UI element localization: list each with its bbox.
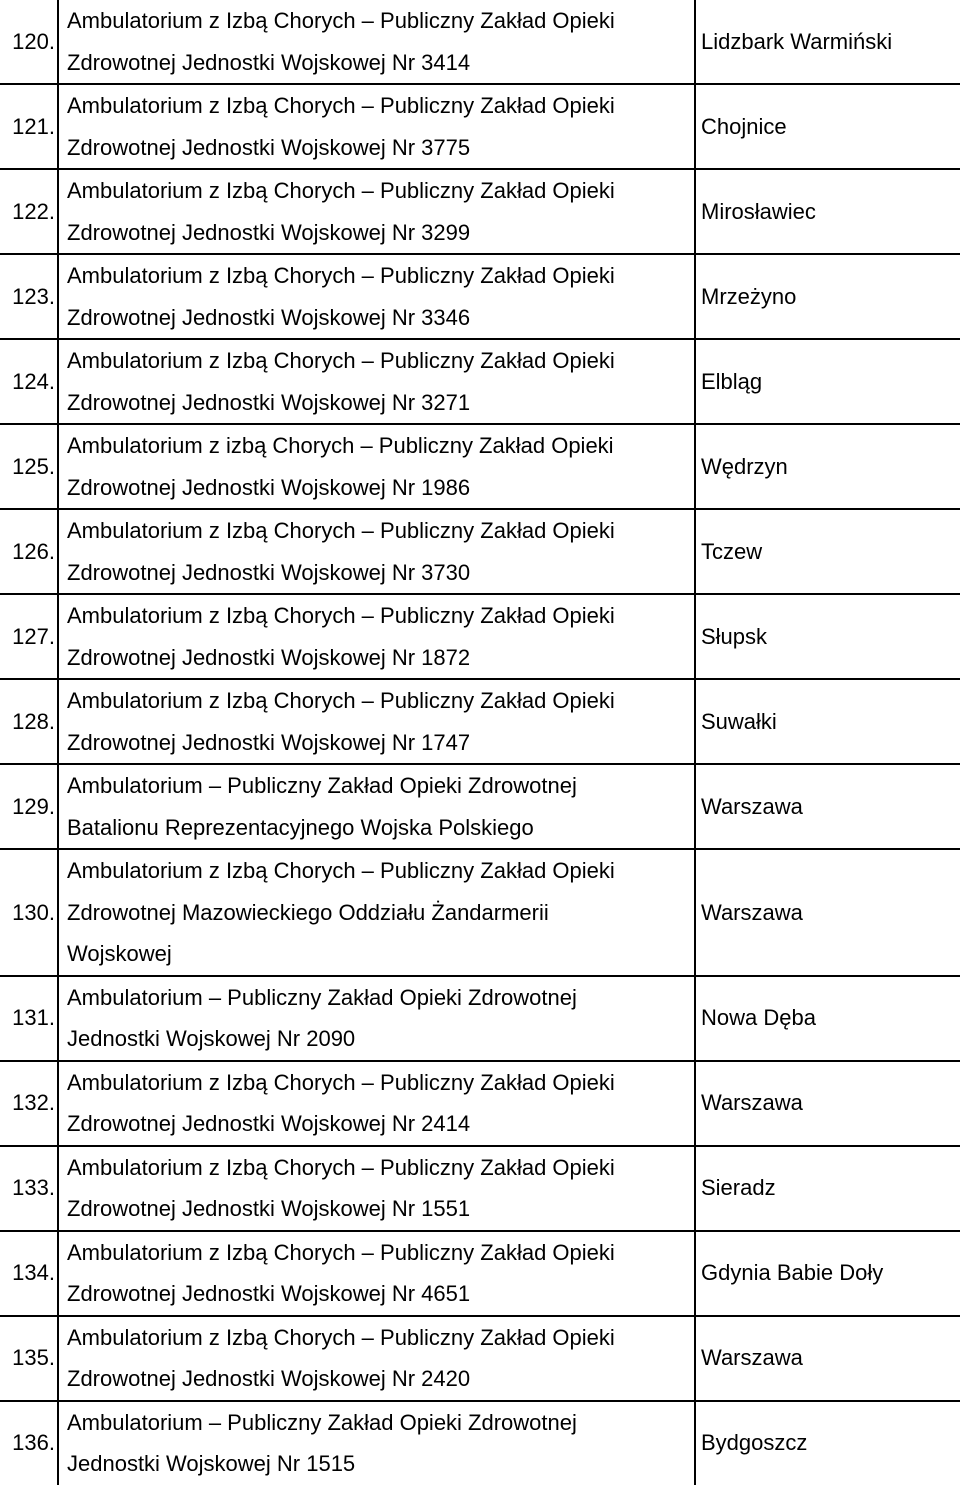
row-number: 127.: [0, 594, 58, 679]
row-number: 126.: [0, 509, 58, 594]
row-number: 136.: [0, 1401, 58, 1485]
table-row: [0, 169, 960, 254]
facility-city: Mirosławiec: [695, 169, 960, 254]
facility-name: Ambulatorium z izbą Chorych – Publiczny Zakład Opieki Zdrowotnej Jednostki Wojskowej Nr 1986: [58, 424, 695, 509]
facility-name: Ambulatorium z Izbą Chorych – Publiczny Zakład Opieki Zdrowotnej Jednostki Wojskowej Nr 4651: [58, 1231, 695, 1316]
facility-city: Chojnice: [695, 84, 960, 169]
row-number: 135.: [0, 1316, 58, 1401]
row-number: 121.: [0, 84, 58, 169]
facility-name: Ambulatorium z Izbą Chorych – Publiczny Zakład Opieki Zdrowotnej Jednostki Wojskowej Nr 3346: [58, 254, 695, 339]
table-row: [0, 0, 960, 84]
facility-name: Ambulatorium z Izbą Chorych – Publiczny Zakład Opieki Zdrowotnej Jednostki Wojskowej Nr 1747: [58, 679, 695, 764]
facility-city: Elbląg: [695, 339, 960, 424]
facility-name: Ambulatorium z Izbą Chorych – Publiczny Zakład Opieki Zdrowotnej Jednostki Wojskowej Nr 1551: [58, 1146, 695, 1231]
table-row: [0, 764, 960, 849]
row-number: 132.: [0, 1061, 58, 1146]
facility-name: Ambulatorium z Izbą Chorych – Publiczny Zakład Opieki Zdrowotnej Jednostki Wojskowej Nr 3730: [58, 509, 695, 594]
row-number: 123.: [0, 254, 58, 339]
row-number: 133.: [0, 1146, 58, 1231]
facility-city: Wędrzyn: [695, 424, 960, 509]
facility-name: Ambulatorium z Izbą Chorych – Publiczny Zakład Opieki Zdrowotnej Jednostki Wojskowej Nr 3775: [58, 84, 695, 169]
facility-city: Warszawa: [695, 1061, 960, 1146]
facility-name: Ambulatorium z Izbą Chorych – Publiczny Zakład Opieki Zdrowotnej Jednostki Wojskowej Nr 2414: [58, 1061, 695, 1146]
table-row: [0, 976, 960, 1061]
facility-city: Bydgoszcz: [695, 1401, 960, 1485]
facility-name: Ambulatorium z Izbą Chorych – Publiczny Zakład Opieki Zdrowotnej Jednostki Wojskowej Nr 1872: [58, 594, 695, 679]
table-row: [0, 1061, 960, 1146]
facility-city: Warszawa: [695, 764, 960, 849]
row-number: 131.: [0, 976, 58, 1061]
facility-name: Ambulatorium – Publiczny Zakład Opieki Zdrowotnej Jednostki Wojskowej Nr 1515: [58, 1401, 695, 1485]
row-number: 122.: [0, 169, 58, 254]
table-row: [0, 424, 960, 509]
facility-city: Sieradz: [695, 1146, 960, 1231]
facility-name: Ambulatorium z Izbą Chorych – Publiczny Zakład Opieki Zdrowotnej Jednostki Wojskowej Nr 3299: [58, 169, 695, 254]
facility-city: Suwałki: [695, 679, 960, 764]
row-number: 125.: [0, 424, 58, 509]
table-row: [0, 1316, 960, 1401]
facility-city: Lidzbark Warmiński: [695, 0, 960, 84]
table-row: [0, 849, 960, 976]
table-row: [0, 1401, 960, 1485]
row-number: 129.: [0, 764, 58, 849]
row-number: 134.: [0, 1231, 58, 1316]
facility-name: Ambulatorium z Izbą Chorych – Publiczny Zakład Opieki Zdrowotnej Jednostki Wojskowej Nr 3271: [58, 339, 695, 424]
row-number: 128.: [0, 679, 58, 764]
table-row: [0, 339, 960, 424]
facility-city: Gdynia Babie Doły: [695, 1231, 960, 1316]
facility-city: Mrzeżyno: [695, 254, 960, 339]
facility-city: Słupsk: [695, 594, 960, 679]
table-row: [0, 254, 960, 339]
facility-city: Warszawa: [695, 849, 960, 976]
facility-name: Ambulatorium – Publiczny Zakład Opieki Zdrowotnej Jednostki Wojskowej Nr 2090: [58, 976, 695, 1061]
facility-city: Nowa Dęba: [695, 976, 960, 1061]
facility-name: Ambulatorium z Izbą Chorych – Publiczny Zakład Opieki Zdrowotnej Mazowieckiego Oddziału Żandarmerii Wojskowej: [58, 849, 695, 976]
table-row: [0, 509, 960, 594]
table-row: [0, 1146, 960, 1231]
row-number: 120.: [0, 0, 58, 84]
facility-city: Tczew: [695, 509, 960, 594]
row-number: 124.: [0, 339, 58, 424]
table-row: [0, 594, 960, 679]
table-row: [0, 84, 960, 169]
facility-name: Ambulatorium z Izbą Chorych – Publiczny Zakład Opieki Zdrowotnej Jednostki Wojskowej Nr 2420: [58, 1316, 695, 1401]
facility-city: Warszawa: [695, 1316, 960, 1401]
facility-name: Ambulatorium – Publiczny Zakład Opieki Zdrowotnej Batalionu Reprezentacyjnego Wojska Polskiego: [58, 764, 695, 849]
facility-name: Ambulatorium z Izbą Chorych – Publiczny Zakład Opieki Zdrowotnej Jednostki Wojskowej Nr 3414: [58, 0, 695, 84]
row-number: 130.: [0, 849, 58, 976]
table-row: [0, 1231, 960, 1316]
table-row: [0, 679, 960, 764]
